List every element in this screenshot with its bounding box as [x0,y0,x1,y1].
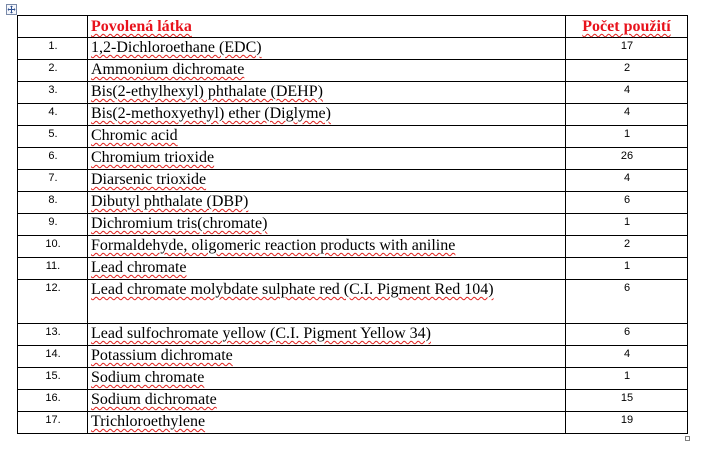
count-cell[interactable]: 4 [566,104,688,126]
substance-cell[interactable] [88,324,566,346]
substance-name: Bis(2-ethylhexyl) phthalate (DEHP) [91,83,323,100]
substance-name: Lead chromate [91,259,187,276]
row-number-cell[interactable]: 14. [18,346,88,368]
substance-name: Dibutyl phthalate (DBP) [91,193,249,210]
count-cell[interactable]: 19 [566,412,688,434]
substance-name: Ammonium dichromate [91,61,245,78]
table-row [18,214,688,236]
count-cell[interactable]: 6 [566,192,688,214]
count-cell[interactable]: 4 [566,346,688,368]
table-row [18,390,688,412]
table-row [18,82,688,104]
count-cell[interactable]: 15 [566,390,688,412]
row-number-cell[interactable]: 16. [18,390,88,412]
header-number-cell[interactable] [18,16,88,38]
row-number-cell[interactable]: 2. [18,60,88,82]
count-cell[interactable]: 6 [566,324,688,346]
substance-cell[interactable] [88,38,566,60]
count-cell[interactable]: 1 [566,258,688,280]
substance-cell[interactable] [88,368,566,390]
table-row [18,346,688,368]
row-number-cell[interactable]: 8. [18,192,88,214]
count-cell[interactable]: 1 [566,368,688,390]
row-number-cell[interactable]: 4. [18,104,88,126]
header-substance-cell[interactable] [88,16,566,38]
substance-cell[interactable] [88,170,566,192]
substance-name: Lead chromate molybdate sulphate red (C.I. Pigment Red 104) [91,281,494,298]
count-cell[interactable]: 2 [566,236,688,258]
table-row [18,148,688,170]
substance-name: Sodium chromate [91,369,205,386]
substance-name: Lead sulfochromate yellow (C.I. Pigment Yellow 34) [91,325,431,342]
table-row [18,192,688,214]
table-row [18,412,688,434]
substances-table [17,15,688,434]
substance-cell[interactable] [88,236,566,258]
substance-name: Trichloroethylene [91,413,206,430]
header-count-label: Počet použití [582,18,671,35]
row-number-cell[interactable]: 13. [18,324,88,346]
substance-name: Sodium dichromate [91,391,217,408]
table-row [18,60,688,82]
substance-cell[interactable] [88,390,566,412]
row-number-cell[interactable]: 11. [18,258,88,280]
row-number-cell[interactable]: 9. [18,214,88,236]
substance-cell[interactable] [88,280,566,324]
count-cell[interactable]: 2 [566,60,688,82]
table-header-row [18,16,688,38]
substance-cell[interactable] [88,82,566,104]
substance-cell[interactable] [88,60,566,82]
table-row [18,170,688,192]
substance-name: Potassium dichromate [91,347,233,364]
substance-name: Diarsenic trioxide [91,171,207,188]
substance-cell[interactable] [88,104,566,126]
row-number-cell[interactable]: 7. [18,170,88,192]
row-number-cell[interactable]: 5. [18,126,88,148]
row-number-cell[interactable]: 12. [18,280,88,324]
substance-cell[interactable] [88,412,566,434]
row-number-cell[interactable]: 17. [18,412,88,434]
table-row [18,368,688,390]
substance-cell[interactable] [88,148,566,170]
substance-name: 1,2-Dichloroethane (EDC) [91,39,262,56]
substance-name: Bis(2-methoxyethyl) ether (Diglyme) [91,105,331,122]
substance-cell[interactable] [88,126,566,148]
table-row [18,280,688,324]
substance-name: Chromic acid [91,127,178,144]
count-cell[interactable]: 17 [566,38,688,60]
count-cell[interactable]: 26 [566,148,688,170]
table-row [18,104,688,126]
count-cell[interactable]: 4 [566,82,688,104]
count-cell[interactable]: 4 [566,170,688,192]
header-count-cell[interactable] [566,16,688,38]
count-cell[interactable]: 1 [566,126,688,148]
table-row [18,236,688,258]
table-move-handle-icon[interactable] [6,4,17,15]
header-substance-label: Povolená látka [91,18,192,35]
table-row [18,38,688,60]
substance-cell[interactable] [88,258,566,280]
row-number-cell[interactable]: 1. [18,38,88,60]
substance-name: Chromium trioxide [91,149,215,166]
row-number-cell[interactable]: 3. [18,82,88,104]
row-number-cell[interactable]: 15. [18,368,88,390]
row-number-cell[interactable]: 10. [18,236,88,258]
substance-cell[interactable] [88,192,566,214]
table-resize-handle-icon[interactable] [685,436,690,441]
table-row [18,258,688,280]
count-cell[interactable]: 1 [566,214,688,236]
substance-name: Formaldehyde, oligomeric reaction products with aniline [91,237,456,254]
substance-cell[interactable] [88,346,566,368]
substance-name: Dichromium tris(chromate) [91,215,268,232]
substance-cell[interactable] [88,214,566,236]
table-row [18,324,688,346]
table-row [18,126,688,148]
row-number-cell[interactable]: 6. [18,148,88,170]
count-cell[interactable]: 6 [566,280,688,324]
